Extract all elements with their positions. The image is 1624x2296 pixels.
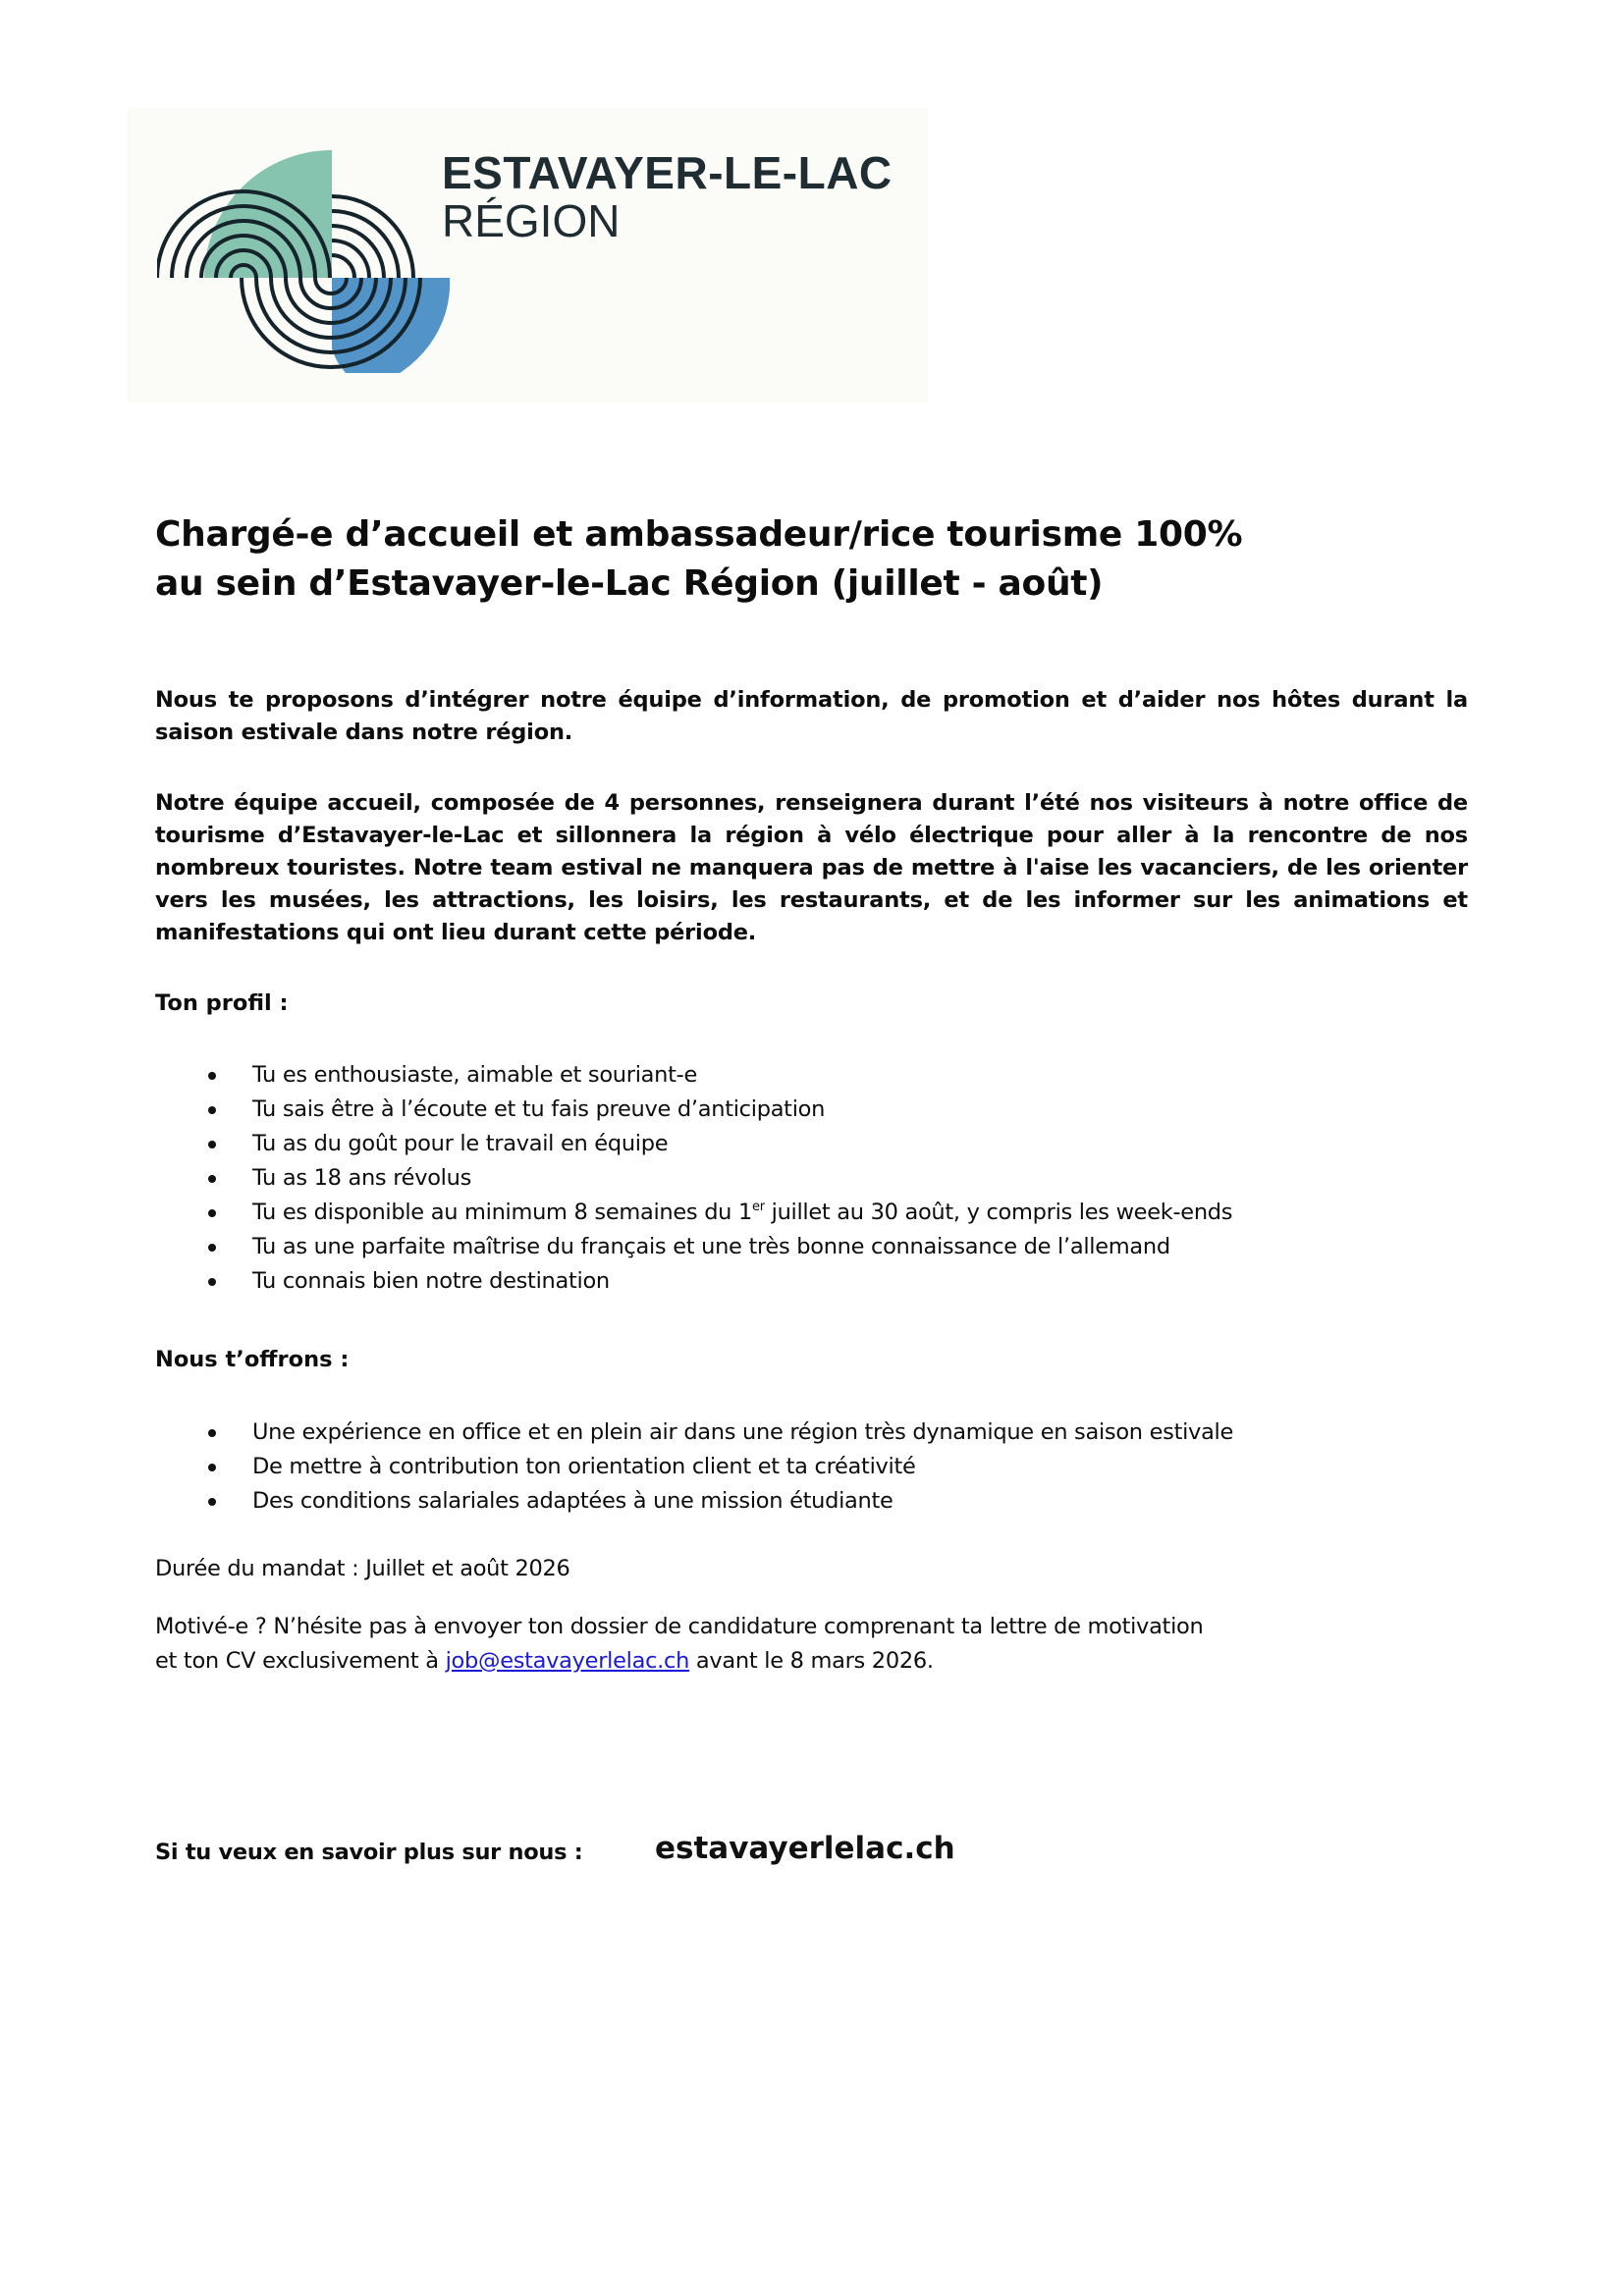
application-line-1: Motivé-e ? N’hésite pas à envoyer ton dossier de candidature comprenant ta lettre de motivation (155, 1614, 1204, 1639)
bullet-icon (208, 1498, 216, 1506)
bullet-icon (208, 1464, 216, 1471)
mandate-duration: Durée du mandat : Juillet et août 2026 (155, 1556, 570, 1581)
email-link[interactable]: job@estavayerlelac.ch (445, 1648, 690, 1674)
list-item: Tu as du goût pour le travail en équipe (155, 1127, 1510, 1161)
list-item: Tu es enthousiaste, aimable et souriant-e (155, 1058, 1510, 1093)
list-item: De mettre à contribution ton orientation client et ta créativité (155, 1450, 1510, 1484)
offers-list (155, 1415, 1510, 1519)
bullet-icon (208, 1244, 216, 1252)
job-title (155, 510, 1471, 609)
bullet-icon (208, 1278, 216, 1286)
bullet-icon (208, 1209, 216, 1217)
estavayer-logo-icon (157, 137, 452, 373)
bullet-icon (208, 1141, 216, 1148)
bullet-icon (208, 1072, 216, 1080)
offers-heading: Nous t’offrons : (155, 1347, 350, 1372)
application-instructions (155, 1610, 1203, 1679)
logo-title: ESTAVAYER-LE-LAC (442, 147, 893, 198)
profile-list (155, 1058, 1510, 1299)
list-item: Tu connais bien notre destination (155, 1264, 1510, 1299)
bullet-icon (208, 1175, 216, 1183)
list-item: Des conditions salariales adaptées à une mission étudiante (155, 1484, 1510, 1519)
job-title-line-1: Chargé-e d’accueil et ambassadeur/rice tourisme 100% (155, 514, 1243, 555)
list-item: Tu as une parfaite maîtrise du français et une très bonne connaissance de l’allemand (155, 1230, 1510, 1264)
list-item: Tu es disponible au minimum 8 semaines du 1er juillet au 30 août, y compris les week-ends (155, 1196, 1510, 1230)
logo-block (128, 108, 928, 402)
logo-subtitle: RÉGION (442, 195, 621, 246)
job-title-line-2: au sein d’Estavayer-le-Lac Région (juillet - août) (155, 563, 1104, 604)
list-item: Tu as 18 ans révolus (155, 1161, 1510, 1196)
bullet-icon (208, 1106, 216, 1114)
list-item: Tu sais être à l’écoute et tu fais preuve d’anticipation (155, 1093, 1510, 1127)
team-paragraph: Notre équipe accueil, composée de 4 personnes, renseignera durant l’été nos visiteurs à notre office de tourisme d’Estavayer-le-Lac et sillonnera la région à vélo électrique pour aller à la rencontre de nos nombreux touristes. Notre team estival ne manquera pas de mettre à l'aise les vacanciers, de les orienter vers les musées, les attractions, les loisirs, les restaurants, et de les informer sur les animations et manifestations qui ont lieu durant cette période. (155, 790, 1468, 945)
list-item: Une expérience en office et en plein air dans une région très dynamique en saison estivale (155, 1415, 1510, 1450)
profile-heading: Ton profil : (155, 990, 289, 1016)
ordinal-superscript: er (752, 1200, 765, 1214)
bullet-icon (208, 1429, 216, 1437)
application-line-2: et ton CV exclusivement à job@estavayerlelac.ch avant le 8 mars 2026. (155, 1648, 934, 1674)
website-link[interactable]: estavayerlelac.ch (655, 1831, 955, 1866)
footer-label: Si tu veux en savoir plus sur nous : (155, 1840, 583, 1865)
logo-wordmark (442, 149, 893, 245)
intro-paragraph: Nous te proposons d’intégrer notre équipe d’information, de promotion et d’aider nos hôtes durant la saison estivale dans notre région. (155, 687, 1468, 745)
